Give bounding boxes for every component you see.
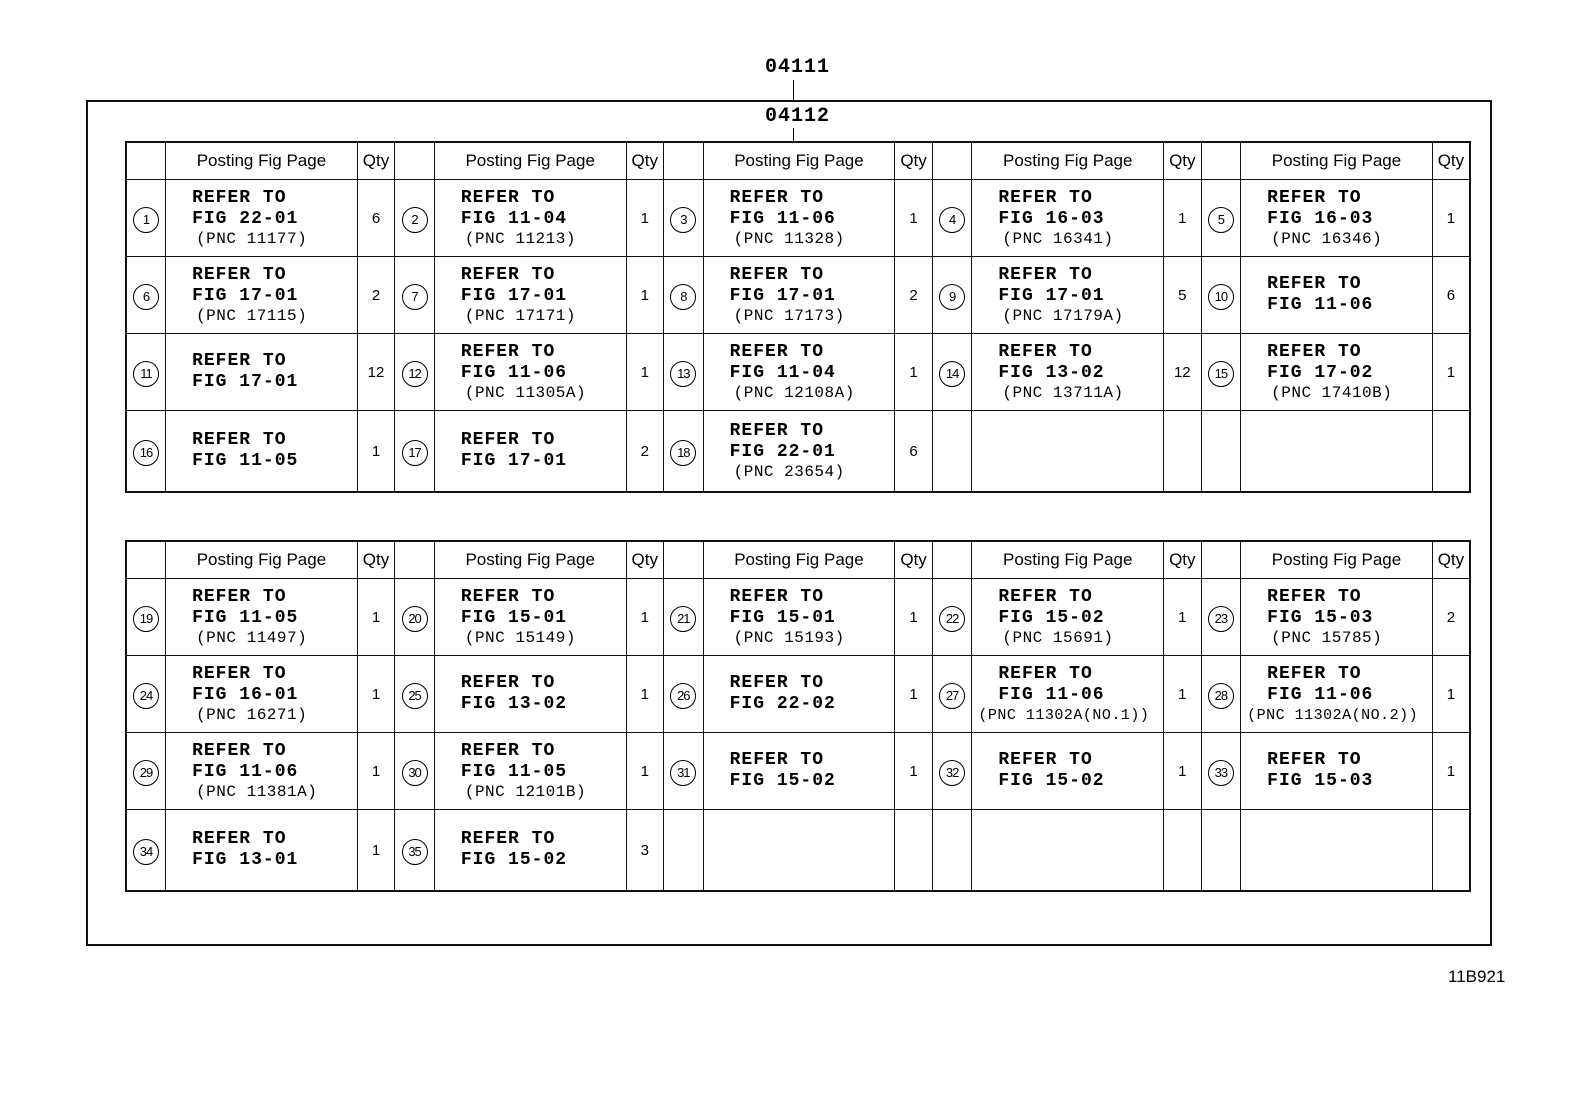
pnc-reference: (PNC 16341) [1002,229,1114,248]
posting-fig-page-cell [166,810,358,892]
qty-cell: 6 [895,411,933,493]
callout-cell [1201,334,1241,411]
callout-cell [664,411,704,493]
qty-cell: 1 [357,733,395,810]
callout-number: 2 [402,207,428,233]
refer-to-text: REFER TO [729,341,825,362]
refer-to-text: REFER TO [192,351,287,371]
refer-to-text: REFER TO [192,586,287,607]
posting-fig-page-cell [703,334,895,411]
callout-cell [1201,180,1241,257]
qty-cell: 1 [895,334,933,411]
refer-to-text: REFER TO [1267,750,1362,770]
header-qty: Qty [357,541,395,579]
posting-fig-page-cell [703,656,895,733]
table-row [126,257,1470,334]
qty-cell: 1 [1164,733,1202,810]
header-posting-fig-page: Posting Fig Page [1241,142,1433,180]
callout-number: 13 [670,361,696,387]
pnc-reference: (PNC 23654) [733,462,845,481]
qty-cell: 1 [626,334,664,411]
posting-fig-page-cell [1241,411,1433,493]
fig-reference: FIG 15-01 [460,607,568,628]
refer-to-text: REFER TO [729,420,825,441]
pnc-reference: (PNC 15193) [733,628,845,647]
header-posting-fig-page: Posting Fig Page [703,541,895,579]
header-number-cell [395,142,435,180]
fig-reference: FIG 16-01 [192,684,299,705]
callout-cell [932,334,972,411]
posting-fig-page-cell [434,257,626,334]
leader-line-top [793,80,794,100]
callout-number: 34 [133,839,159,865]
header-qty: Qty [1164,541,1202,579]
callout-number: 31 [670,760,696,786]
refer-to-text: REFER TO [998,586,1093,607]
posting-fig-page-cell [434,810,626,892]
header-number-cell [1201,142,1241,180]
refer-to-text: REFER TO [729,750,825,770]
posting-fig-page-cell [703,579,895,656]
header-posting-fig-page: Posting Fig Page [972,541,1164,579]
refer-to-text: REFER TO [460,187,556,208]
posting-fig-page-cell [1241,733,1433,810]
refer-to-text: REFER TO [729,673,825,693]
callout-cell [126,411,166,493]
callout-number: 21 [670,606,696,632]
posting-fig-page-cell [703,733,895,810]
callout-number: 12 [402,361,428,387]
callout-cell [932,733,972,810]
posting-fig-page-cell [972,733,1164,810]
callout-cell [932,810,972,892]
fig-reference: FIG 11-05 [460,761,568,782]
callout-cell [932,579,972,656]
refer-to-text: REFER TO [729,264,825,285]
pnc-reference: (PNC 11328) [733,229,845,248]
callout-number: 32 [939,760,965,786]
qty-cell: 2 [1432,579,1470,656]
callout-cell [664,257,704,334]
pnc-reference: (PNC 15149) [464,628,576,647]
callout-number: 3 [670,207,696,233]
header-qty: Qty [1432,142,1470,180]
callout-number: 15 [1208,361,1234,387]
qty-cell [1164,810,1202,892]
pnc-reference: (PNC 15691) [1002,628,1114,647]
qty-cell: 2 [626,411,664,493]
fig-reference: FIG 11-05 [192,607,299,628]
posting-fig-page-cell [972,334,1164,411]
callout-cell [664,733,704,810]
qty-cell: 1 [626,733,664,810]
posting-fig-page-cell [434,180,626,257]
posting-fig-page-cell [166,257,358,334]
callout-number: 8 [670,284,696,310]
table-row [126,810,1470,892]
fig-reference: FIG 13-02 [460,694,568,714]
callout-cell [126,810,166,892]
qty-cell: 1 [1164,579,1202,656]
refer-to-text: REFER TO [1267,187,1362,208]
qty-cell: 1 [357,656,395,733]
qty-cell: 12 [1164,334,1202,411]
fig-reference: FIG 17-01 [460,451,568,471]
header-posting-fig-page: Posting Fig Page [703,142,895,180]
qty-cell: 3 [626,810,664,892]
refer-to-text: REFER TO [460,586,556,607]
header-posting-fig-page: Posting Fig Page [166,142,358,180]
pnc-reference: (PNC 11302A(NO.1)) [978,706,1150,724]
qty-cell: 6 [1432,257,1470,334]
refer-to-text: REFER TO [1267,586,1362,607]
callout-cell [395,411,435,493]
posting-fig-page-cell [972,579,1164,656]
callout-cell [932,257,972,334]
qty-cell: 1 [895,579,933,656]
qty-cell: 1 [626,579,664,656]
callout-number: 9 [939,284,965,310]
header-number-cell [126,142,166,180]
table-row [126,579,1470,656]
callout-cell [1201,733,1241,810]
posting-fig-page-cell [972,257,1164,334]
fig-reference: FIG 15-03 [1267,607,1374,628]
fig-reference: FIG 13-02 [998,362,1105,383]
table-row [126,180,1470,257]
qty-cell: 1 [1432,656,1470,733]
pnc-reference: (PNC 15785) [1271,628,1383,647]
fig-reference: FIG 11-06 [729,208,836,229]
posting-fig-page-cell [972,411,1164,493]
callout-cell [395,334,435,411]
posting-fig-page-cell [1241,257,1433,334]
header-qty: Qty [626,142,664,180]
table-row [126,656,1470,733]
callout-number: 1 [133,207,159,233]
callout-cell [126,579,166,656]
qty-cell: 12 [357,334,395,411]
pnc-reference: (PNC 11177) [196,229,308,248]
callout-cell [126,180,166,257]
fig-reference: FIG 13-01 [192,850,299,870]
refer-to-text: REFER TO [729,586,825,607]
refer-to-text: REFER TO [460,264,556,285]
fig-reference: FIG 17-01 [998,285,1105,306]
callout-number: 4 [939,207,965,233]
assembly-number-04112: 04112 [765,105,831,128]
qty-cell [895,810,933,892]
callout-number: 30 [402,760,428,786]
callout-number: 16 [133,440,159,466]
refer-to-text: REFER TO [729,187,825,208]
header-qty: Qty [1164,142,1202,180]
qty-cell: 2 [357,257,395,334]
callout-cell [126,334,166,411]
fig-reference: FIG 16-03 [1267,208,1374,229]
qty-cell: 1 [357,411,395,493]
callout-cell [395,579,435,656]
qty-cell: 1 [626,257,664,334]
header-posting-fig-page: Posting Fig Page [434,142,626,180]
header-posting-fig-page: Posting Fig Page [1241,541,1433,579]
posting-fig-page-cell [703,411,895,493]
qty-cell: 1 [895,180,933,257]
refer-to-text: REFER TO [998,187,1093,208]
header-qty: Qty [895,541,933,579]
header-number-cell [1201,541,1241,579]
header-posting-fig-page: Posting Fig Page [434,541,626,579]
posting-fig-page-cell [166,733,358,810]
callout-cell [664,334,704,411]
posting-fig-page-cell [703,180,895,257]
callout-cell [932,180,972,257]
qty-cell: 1 [1432,180,1470,257]
refer-to-text: REFER TO [192,264,287,285]
fig-reference: FIG 11-05 [192,451,299,471]
callout-cell [395,257,435,334]
posting-fig-page-cell [166,334,358,411]
callout-cell [126,656,166,733]
callout-cell [664,579,704,656]
fig-reference: FIG 17-01 [460,285,568,306]
refer-to-text: REFER TO [1267,663,1362,684]
header-row [126,541,1470,579]
callout-number: 10 [1208,284,1234,310]
posting-fig-page-cell [972,810,1164,892]
fig-reference: FIG 15-02 [729,771,836,791]
callout-cell [1201,656,1241,733]
callout-number: 23 [1208,606,1234,632]
fig-reference: FIG 15-01 [729,607,836,628]
pnc-reference: (PNC 11213) [464,229,576,248]
refer-to-text: REFER TO [998,750,1093,770]
refer-to-text: REFER TO [998,341,1093,362]
header-number-cell [126,541,166,579]
refer-to-text: REFER TO [192,187,287,208]
callout-cell [932,411,972,493]
header-qty: Qty [1432,541,1470,579]
refer-to-text: REFER TO [460,740,556,761]
pnc-reference: (PNC 13711A) [1002,383,1124,402]
header-number-cell [664,541,704,579]
pnc-reference: (PNC 16346) [1271,229,1383,248]
posting-fig-page-cell [434,656,626,733]
callout-number: 25 [402,683,428,709]
fig-reference: FIG 17-01 [729,285,836,306]
header-posting-fig-page: Posting Fig Page [166,541,358,579]
refer-to-text: REFER TO [192,740,287,761]
posting-fig-page-cell [434,411,626,493]
callout-cell [126,257,166,334]
callout-cell [1201,257,1241,334]
qty-cell: 1 [1432,733,1470,810]
fig-reference: FIG 11-06 [1267,295,1374,315]
header-qty: Qty [626,541,664,579]
header-posting-fig-page: Posting Fig Page [972,142,1164,180]
callout-cell [1201,411,1241,493]
refer-to-text: REFER TO [460,430,556,450]
callout-cell [395,733,435,810]
parts-table-2 [125,540,1471,892]
refer-to-text: REFER TO [460,341,556,362]
fig-reference: FIG 15-02 [998,607,1105,628]
callout-number: 5 [1208,207,1234,233]
qty-cell: 6 [357,180,395,257]
callout-number: 20 [402,606,428,632]
callout-number: 28 [1208,683,1234,709]
fig-reference: FIG 11-06 [192,761,299,782]
callout-cell [664,656,704,733]
posting-fig-page-cell [1241,334,1433,411]
pnc-reference: (PNC 11381A) [196,782,318,801]
header-row [126,142,1470,180]
header-qty: Qty [895,142,933,180]
posting-fig-page-cell [703,257,895,334]
fig-reference: FIG 11-06 [1267,684,1374,705]
qty-cell: 1 [626,656,664,733]
callout-number: 19 [133,606,159,632]
callout-number: 22 [939,606,965,632]
refer-to-text: REFER TO [460,673,556,693]
parts-table-1 [125,141,1471,493]
callout-number: 6 [133,284,159,310]
callout-cell [126,733,166,810]
callout-number: 27 [939,683,965,709]
posting-fig-page-cell [434,579,626,656]
qty-cell: 1 [1164,180,1202,257]
qty-cell: 5 [1164,257,1202,334]
fig-reference: FIG 11-04 [729,362,836,383]
table-row [126,733,1470,810]
header-number-cell [932,142,972,180]
callout-number: 24 [133,683,159,709]
posting-fig-page-cell [1241,180,1433,257]
callout-number: 14 [939,361,965,387]
callout-number: 33 [1208,760,1234,786]
callout-cell [1201,579,1241,656]
header-number-cell [664,142,704,180]
qty-cell: 1 [357,810,395,892]
fig-reference: FIG 11-06 [460,362,568,383]
callout-number: 29 [133,760,159,786]
qty-cell [1432,810,1470,892]
pnc-reference: (PNC 11305A) [464,383,587,402]
refer-to-text: REFER TO [1267,341,1362,362]
refer-to-text: REFER TO [998,663,1093,684]
fig-reference: FIG 22-01 [192,208,299,229]
table-row [126,411,1470,493]
posting-fig-page-cell [166,579,358,656]
pnc-reference: (PNC 12108A) [733,383,855,402]
callout-number: 35 [402,839,428,865]
refer-to-text: REFER TO [460,829,556,849]
fig-reference: FIG 17-01 [192,285,299,306]
pnc-reference: (PNC 12101B) [464,782,587,801]
fig-reference: FIG 15-02 [998,771,1105,791]
fig-reference: FIG 22-01 [729,441,836,462]
pnc-reference: (PNC 17179A) [1002,306,1124,325]
callout-cell [664,180,704,257]
qty-cell [1164,411,1202,493]
fig-reference: FIG 22-02 [729,694,836,714]
callout-cell [395,180,435,257]
callout-number: 26 [670,683,696,709]
callout-cell [1201,810,1241,892]
pnc-reference: (PNC 17173) [733,306,845,325]
posting-fig-page-cell [434,733,626,810]
fig-reference: FIG 17-02 [1267,362,1374,383]
fig-reference: FIG 11-04 [460,208,568,229]
fig-reference: FIG 15-02 [460,850,568,870]
assembly-number-04111: 04111 [765,56,831,79]
posting-fig-page-cell [972,656,1164,733]
pnc-reference: (PNC 17410B) [1271,383,1393,402]
qty-cell: 1 [1164,656,1202,733]
fig-reference: FIG 17-01 [192,372,299,392]
posting-fig-page-cell [1241,656,1433,733]
posting-fig-page-cell [166,656,358,733]
figure-code: 11B921 [1448,967,1506,986]
refer-to-text: REFER TO [998,264,1093,285]
table-row [126,334,1470,411]
callout-number: 7 [402,284,428,310]
posting-fig-page-cell [434,334,626,411]
qty-cell: 1 [1432,334,1470,411]
callout-cell [664,810,704,892]
fig-reference: FIG 16-03 [998,208,1105,229]
qty-cell: 1 [357,579,395,656]
fig-reference: FIG 15-03 [1267,771,1374,791]
callout-number: 17 [402,440,428,466]
qty-cell: 1 [895,656,933,733]
pnc-reference: (PNC 11302A(NO.2)) [1247,706,1419,724]
fig-reference: FIG 11-06 [998,684,1105,705]
refer-to-text: REFER TO [192,430,287,450]
posting-fig-page-cell [1241,579,1433,656]
refer-to-text: REFER TO [192,829,287,849]
header-qty: Qty [357,142,395,180]
posting-fig-page-cell [166,180,358,257]
header-number-cell [395,541,435,579]
callout-cell [932,656,972,733]
callout-cell [395,656,435,733]
posting-fig-page-cell [1241,810,1433,892]
pnc-reference: (PNC 17115) [196,306,308,325]
callout-number: 18 [670,440,696,466]
posting-fig-page-cell [166,411,358,493]
pnc-reference: (PNC 11497) [196,628,308,647]
refer-to-text: REFER TO [1267,274,1362,294]
pnc-reference: (PNC 17171) [464,306,576,325]
callout-number: 11 [133,361,159,387]
posting-fig-page-cell [972,180,1164,257]
callout-cell [395,810,435,892]
pnc-reference: (PNC 16271) [196,705,308,724]
qty-cell: 1 [895,733,933,810]
qty-cell [1432,411,1470,493]
qty-cell: 2 [895,257,933,334]
posting-fig-page-cell [703,810,895,892]
leader-line-inner [793,128,794,142]
refer-to-text: REFER TO [192,663,287,684]
header-number-cell [932,541,972,579]
qty-cell: 1 [626,180,664,257]
